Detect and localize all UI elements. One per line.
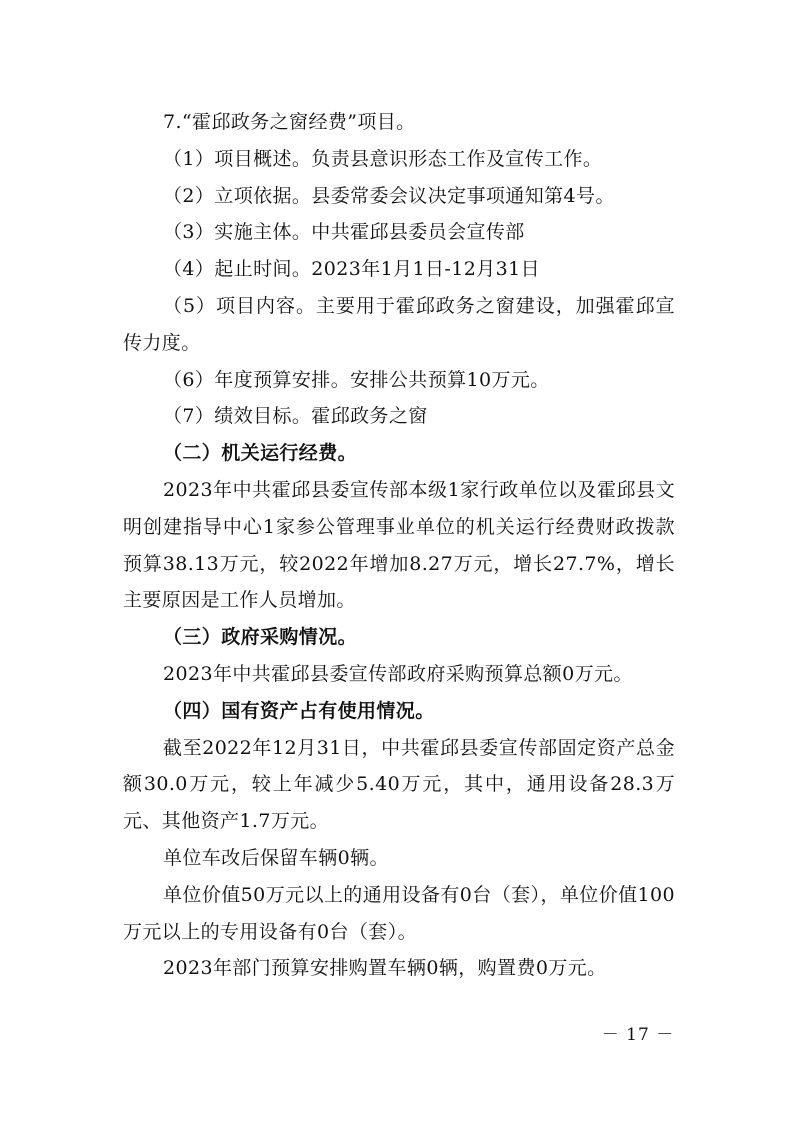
operating-text: 2023年中共霍邱县委宣传部本级1家行政单位以及霍邱县文明创建指导中心1家参公管理事业单位的机关运行经费财政拨款预算38.13万元，较2022年增加8.27万元，增长27.7%，增长主要原因是工作人员增加。 — [123, 478, 675, 612]
assets-text-4: 2023年部门预算安排购置车辆0辆，购置费0万元。 — [163, 957, 607, 980]
project-target: （7）绩效目标。霍邱政务之窗 — [163, 405, 428, 428]
project-basis: （2）立项依据。县委常委会议决定事项通知第4号。 — [163, 184, 615, 207]
assets-text-3: 单位价值50万元以上的通用设备有0台（套），单位价值100万元以上的专用设备有0台（套）。 — [123, 883, 675, 943]
project-subject: （3）实施主体。中共霍邱县委员会宣传部 — [163, 221, 525, 244]
document-body — [123, 104, 675, 987]
procurement-text: 2023年中共霍邱县委宣传部政府采购预算总额0万元。 — [163, 662, 633, 685]
section-heading-operating: （二）机关运行经费。 — [163, 442, 358, 465]
assets-text-2: 单位车改后保留车辆0辆。 — [163, 846, 389, 869]
project-period: （4）起止时间。2023年1月1日-12月31日 — [163, 258, 540, 281]
project-budget: （6）年度预算安排。安排公共预算10万元。 — [163, 368, 550, 391]
section-heading-procurement: （三）政府采购情况。 — [163, 626, 358, 649]
page-number: － 17 － — [601, 1025, 675, 1045]
project-overview: （1）项目概述。负责县意识形态工作及宣传工作。 — [163, 147, 603, 170]
project-content: （5）项目内容。主要用于霍邱政务之窗建设，加强霍邱宣传力度。 — [123, 294, 675, 354]
section-heading-assets: （四）国有资产占有使用情况。 — [163, 699, 435, 722]
project-title: 7.“霍邱政务之窗经费”项目。 — [163, 111, 416, 133]
assets-text-1: 截至2022年12月31日，中共霍邱县委宣传部固定资产总金额30.0万元，较上年减少5.40万元，其中，通用设备28.3万元、其他资产1.7万元。 — [123, 736, 675, 833]
